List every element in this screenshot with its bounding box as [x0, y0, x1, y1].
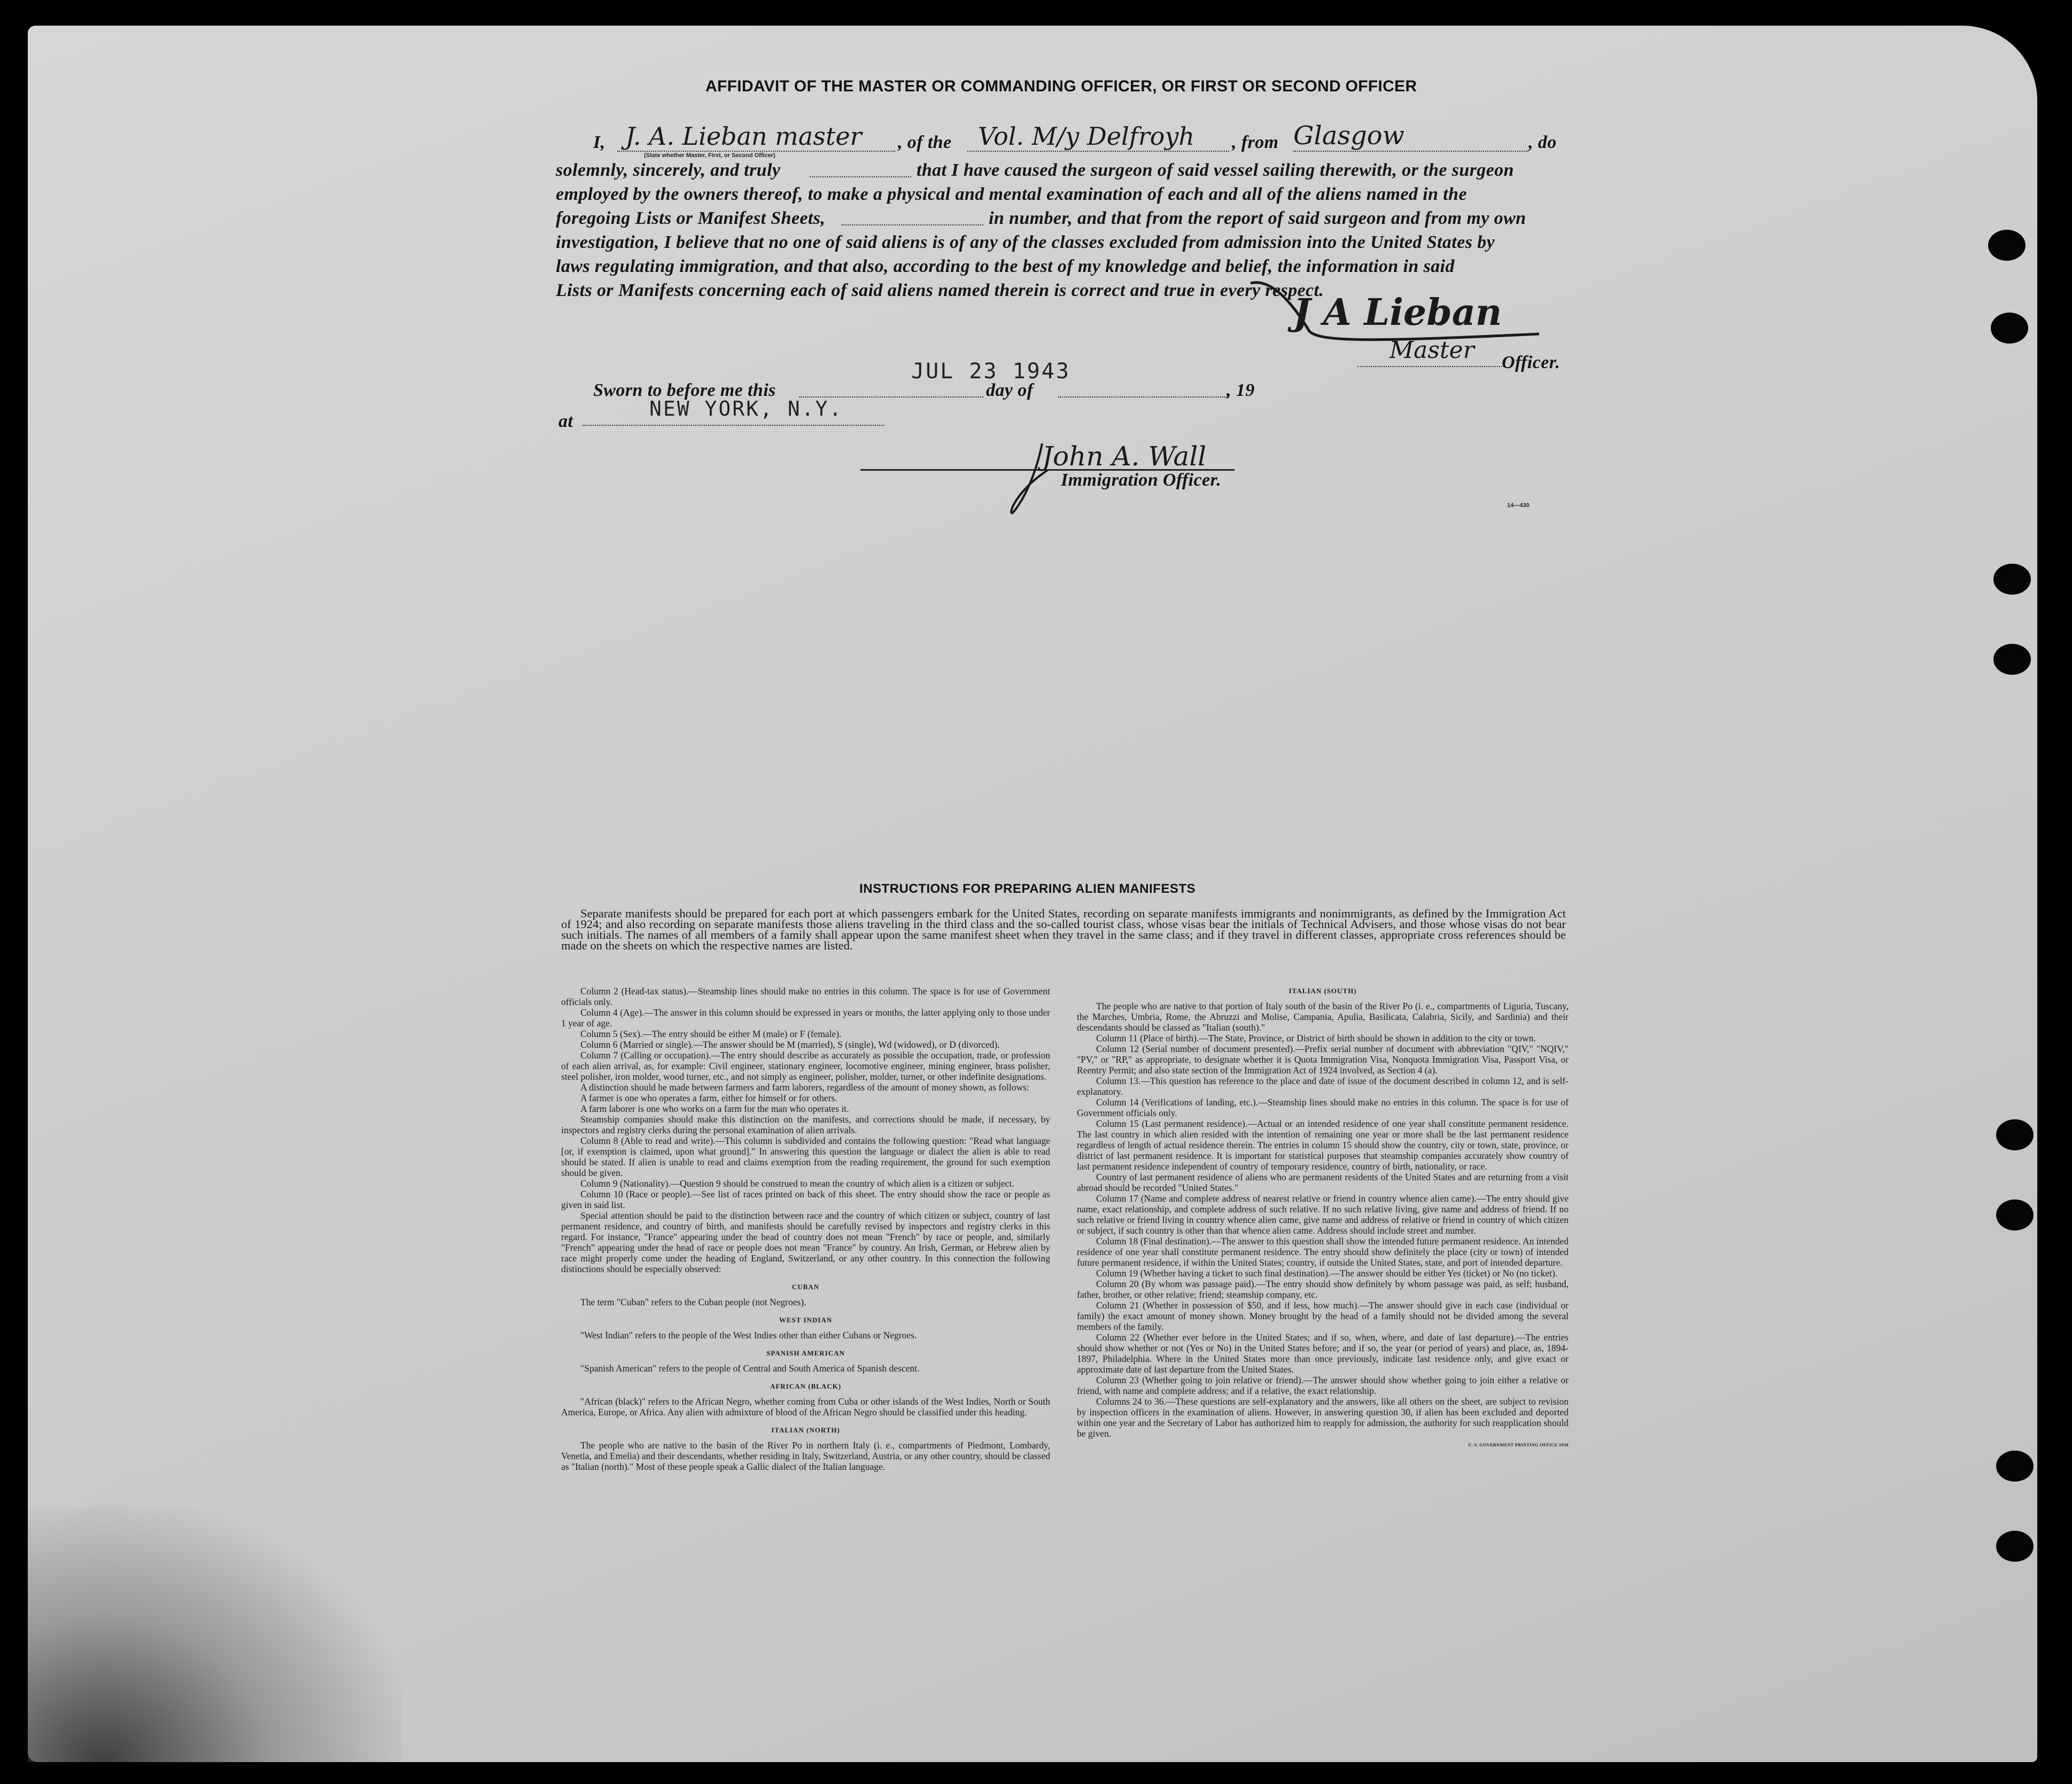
printer-note: U. S. GOVERNMENT PRINTING OFFICE 1938	[1468, 1443, 1569, 1447]
at-label: at	[558, 411, 573, 431]
sworn-label: Sworn to before me this	[593, 380, 776, 400]
right-para: Column 18 (Final destination).—The answer to this question shall show the intended future permanent residence. An intended residence of one year shall constitute permanent residence. The entry should show definitely the place (city or town) of intended future permanent residence, if within the United States; country, if outside the United States, state, and port of intended departure.	[1077, 1236, 1569, 1268]
truly-field-line	[810, 176, 911, 177]
right-para: Column 21 (Whether in possession of $50, and if less, how much).—The answer should give in each case (individual or family) the exact amount of money shown. Money brought by the head of a family should not be divided among the several members of the family.	[1077, 1300, 1569, 1332]
right-para: Country of last permanent residence of aliens who are permanent residents of the United States and are returning from a visit abroad should be recorded "United States."	[1077, 1172, 1569, 1193]
left-para: Column 5 (Sex).—The entry should be either M (male) or F (female).	[580, 1029, 842, 1039]
left-para: Special attention should be paid to the distinction between race and the country of which citizen or subject, country of last permanent residence, and country of birth, and manifests should be carefully revised by inspectors and registry clerks in this regard. For instance, "France" appearing under the head of country does not mean "French" by race or people, and, similarly "French" appearing under the head of race or people does not mean "France" by country. An Irish, German, or Hebrew alien by race might properly come under the heading of England, Switzerland, or any other country. In this connection the following distinctions should be especially observed:	[561, 1210, 1050, 1274]
punch-hole	[1993, 564, 2031, 595]
year-prefix: , 19	[1227, 380, 1255, 400]
punch-hole	[1991, 313, 2028, 344]
italian-north-heading: ITALIAN (NORTH)	[771, 1426, 840, 1434]
number-field-line	[842, 224, 983, 225]
right-para: Column 20 (By whom was passage paid).—The entry should show definitely by whom passage was paid, as self; husband, father, brother, or other relative; friend; steamship company, etc.	[1077, 1279, 1569, 1300]
right-para: Column 23 (Whether going to join relative or friend).—The answer should show whether going to join either a relative or friend, with name and complete address; and if a relative, the exact relationship.	[1077, 1375, 1569, 1396]
affidavit-line2: solemnly, sincerely, and truly	[556, 160, 781, 180]
immigration-signature: John A. Wall	[1042, 441, 1207, 472]
name-field-line	[617, 151, 895, 152]
right-para: Column 17 (Name and complete address of nearest relative or friend in country whence alien came).—The entry should give name, exact relationship, and complete address of such relative. If no such relative living, give name and address of friend. If no such relative or friend living in country whence alien came, give name and address of relative or friend in country of which citizen or subject, if such country is other than that whence alien came. Address should include street and number.	[1077, 1193, 1569, 1236]
right-para: The people who are native to that portion of Italy south of the basin of the River Po (i. e., compartments of Liguria, Tuscany, the Marches, Umbria, Rome, the Abruzzi and Molise, Campania, Apulia, Basilicata, Calabria, Sicily, and Sardinia) and their descendants should be classed as "Italian (south)."	[1077, 1001, 1569, 1033]
punch-hole	[1993, 644, 2031, 675]
affidavit-line6: laws regulating immigration, and that also, according to the best of my knowledge and belief, the information in said	[556, 256, 1455, 276]
left-para: Column 8 (Able to read and write).—This column is subdivided and contains the following question: "Read what language [or, if exemption is claimed, upon what ground]." In answering this question the language or dialect the alien is able to read should be stated. If alien is unable to read and claims exemption from the reading requirement, the ground for such exemption should be given.	[561, 1135, 1050, 1178]
west-indian-heading: WEST INDIAN	[779, 1316, 833, 1324]
day-of-label: day of	[986, 380, 1034, 400]
african-text: "African (black)" refers to the African Negro, whether coming from Cuba or other islands of the West Indies, North or South America, Europe, or Africa. Any alien with admixture of blood of the African Negro should be classified under this heading.	[561, 1396, 1050, 1417]
cuban-text: The term "Cuban" refers to the Cuban people (not Negroes).	[580, 1297, 806, 1307]
officer-rank-handwritten: Master	[1390, 337, 1475, 364]
instructions-left-column	[561, 986, 1050, 1472]
officer-field-line	[1357, 366, 1504, 367]
place-stamp: NEW YORK, N.Y.	[649, 397, 843, 420]
spanish-american-heading: SPANISH AMERICAN	[766, 1349, 845, 1357]
affidavit-line4b: in number, and that from the report of said surgeon and from my own	[989, 208, 1526, 228]
right-para: Column 15 (Last permanent residence).—Actual or an intended residence of one year shall constitute permanent residence. The last country in which alien resided with the intention of remaining one year or more shall be the last permanent residence regardless of length of actual residence therein. The entries in column 15 should show the country, city or town, state, province, or district of last permanent residence. It is important for statistical purposes that steamship companies accurately show country of last permanent residence independent of country of temporary residence, country of birth, nationality, or race.	[1077, 1118, 1569, 1172]
do-label: , do	[1528, 133, 1557, 152]
immigration-officer-label: Immigration Officer.	[1061, 470, 1222, 490]
port-handwritten: Glasgow	[1293, 121, 1404, 151]
immigration-signature-flourish	[1005, 438, 1069, 518]
right-para: Column 12 (Serial number of document presented).—Prefix serial number of document with abbreviation "QIV," "NQIV," "PV," or "RP," as appropriate, to designate whether it is Quota Immigration Visa, Nonquota Immigration Visa, Passport Visa, or Reentry Permit; and also state section of the Immigration Act of 1924 involved, as Section 4 (a).	[1077, 1043, 1569, 1076]
affidavit-line3: employed by the owners thereof, to make a physical and mental examination of each and all of the aliens named in the	[556, 184, 1467, 204]
left-para: Column 7 (Calling or occupation).—The entry should describe as accurately as possible the occupation, trade, or profession of each alien arrival, as, for example: Civil engineer, stationary engineer, locomotive engineer, mining engineer, brass polisher, steel polisher, iron molder, wood turner, etc., and not simply as engineer, polisher, molder, turner, or other indefinite designations.	[561, 1050, 1050, 1082]
vessel-handwritten: Vol. M/y Delfroyh	[978, 122, 1194, 151]
affidavit-line4a: foregoing Lists or Manifest Sheets,	[556, 208, 826, 228]
punch-hole	[1996, 1199, 2034, 1230]
spanish-american-text: "Spanish American" refers to the people of Central and South America of Spanish descent.	[580, 1363, 920, 1374]
right-para: Column 14 (Verifications of landing, etc.).—Steamship lines should make no entries in this column. The space is for use of Government officials only.	[1077, 1097, 1569, 1118]
sworn-date-stamp: JUL 23 1943	[911, 359, 1070, 384]
african-heading: AFRICAN (BLACK)	[770, 1382, 842, 1390]
instructions-intro	[561, 908, 1566, 951]
right-para: Column 11 (Place of birth).—The State, Province, or District of birth should be shown in addition to the city or town.	[1096, 1033, 1536, 1043]
affidavit-line5: investigation, I believe that no one of said aliens is of any of the classes excluded from admission into the United States by	[556, 232, 1495, 252]
cuban-heading: CUBAN	[791, 1283, 820, 1291]
west-indian-text: "West Indian" refers to the people of the West Indies other than either Cubans or Negroes.	[580, 1330, 917, 1341]
master-name-handwritten: J. A. Lieban master	[625, 122, 862, 151]
left-para: A farm laborer is one who works on a farm for the man who operates it.	[580, 1103, 849, 1114]
punch-hole	[1996, 1531, 2034, 1562]
state-note: (State whether Master, First, or Second Officer)	[644, 152, 775, 159]
left-para: A farmer is one who operates a farm, either for himself or for others.	[580, 1093, 837, 1103]
punch-hole	[1996, 1451, 2034, 1482]
intro-text: Separate manifests should be prepared for each port at which passengers embark for the United States, recording on separate manifests immigrants and nonimmigrants, as defined by the Immigration Act of 1924; and also recording on separate manifests those aliens traveling in the third class and the so-called tourist class, whose visas bear the initials of Technical Advisers, and those whose visas do not bear such initials. The names of all members of a family shall appear upon the same manifest sheet when they travel in the same class; and if they travel in different classes, appropriate cross references should be made on the sheets on which the respective names are listed.	[561, 907, 1566, 952]
left-para: Column 6 (Married or single).—The answer should be M (married), S (single), Wd (widowed), or D (divorced).	[580, 1039, 1000, 1050]
left-para: A distinction should be made between farmers and farm laborers, regardless of the amount of money shown, as follows:	[580, 1082, 1029, 1093]
affidavit-line2b: that I have caused the surgeon of said vessel sailing therewith, or the surgeon	[917, 160, 1514, 180]
right-para: Column 13.—This question has reference to the place and date of issue of the document described in column 12, and is self-explanatory.	[1077, 1076, 1569, 1097]
form-number: 14—430	[1507, 502, 1530, 509]
place-field-line	[583, 425, 884, 426]
right-para: Column 19 (Whether having a ticket to such final destination).—The answer should be either Yes (ticket) or No (no ticket).	[1096, 1268, 1558, 1279]
punch-hole	[1988, 230, 2026, 261]
scan-shadow	[28, 1507, 402, 1762]
italian-south-heading: ITALIAN (SOUTH)	[1289, 987, 1357, 995]
port-field-line	[1293, 151, 1528, 152]
of-the-label: , of the	[898, 133, 952, 152]
punch-hole	[1996, 1119, 2034, 1150]
instructions-right-column	[1077, 986, 1569, 1451]
left-para: Column 2 (Head-tax status).—Steamship lines should make no entries in this column. The space is for use of Government officials only.	[561, 986, 1050, 1007]
left-para: Column 9 (Nationality).—Question 9 should be construed to mean the country of which alien is a citizen or subject.	[580, 1178, 1014, 1189]
affidavit-i: I,	[593, 133, 606, 152]
month-field-line	[1058, 396, 1229, 398]
instructions-title: INSTRUCTIONS FOR PREPARING ALIEN MANIFESTS	[859, 882, 1196, 896]
officer-label: Officer.	[1502, 353, 1561, 372]
affidavit-title: AFFIDAVIT OF THE MASTER OR COMMANDING OFFICER, OR FIRST OR SECOND OFFICER	[705, 77, 1417, 95]
signature-flourish	[1229, 272, 1561, 347]
master-signature: J A Lieban	[1293, 291, 1502, 334]
italian-north-text: The people who are native to the basin of the River Po in northern Italy (i. e., compartments of Piedmont, Lombardy, Venetia, and Emelia) and their descendants, whether residing in Italy, Switzerland, Austria, or any other country, should be classed as "Italian (north)." Most of these people speak a Gallic dialect of the Italian language.	[561, 1440, 1050, 1472]
left-para: Steamship companies should make this distinction on the manifests, and corrections should be made, if necessary, by inspectors and registry clerks during the personal examination of alien arrivals.	[561, 1114, 1050, 1135]
affidavit-line7: Lists or Manifests concerning each of said aliens named therein is correct and true in every respect.	[556, 281, 1324, 300]
right-para: Columns 24 to 36.—These questions are self-explanatory and the answers, like all others on the sheet, are subject to revision by inspection officers in the examination of aliens. However, in answering question 30, if alien has been excluded and deported within one year and the Secretary of Labor has authorized him to reapply for admission, the authority for such reapplication should be given.	[1077, 1396, 1569, 1439]
from-label: , from	[1232, 133, 1279, 152]
right-para: Column 22 (Whether ever before in the United States; and if so, when, where, and date of last departure).—The entries should show whether or not (Yes or No) in the United States before; and if so, the year (or period of years) and place, as, 1894-1897, Philadelphia. Where in the United States more than once previously, indicate last residence only, and give exact or approximate date of last departure from the United States.	[1077, 1332, 1569, 1375]
vessel-field-line	[967, 151, 1229, 152]
left-para: Column 4 (Age).—The answer in this column should be expressed in years or months, the latter applying only to those under 1 year of age.	[561, 1007, 1050, 1029]
left-para: Column 10 (Race or people).—See list of races printed on back of this sheet. The entry should show the race or people as given in said list.	[561, 1189, 1050, 1210]
